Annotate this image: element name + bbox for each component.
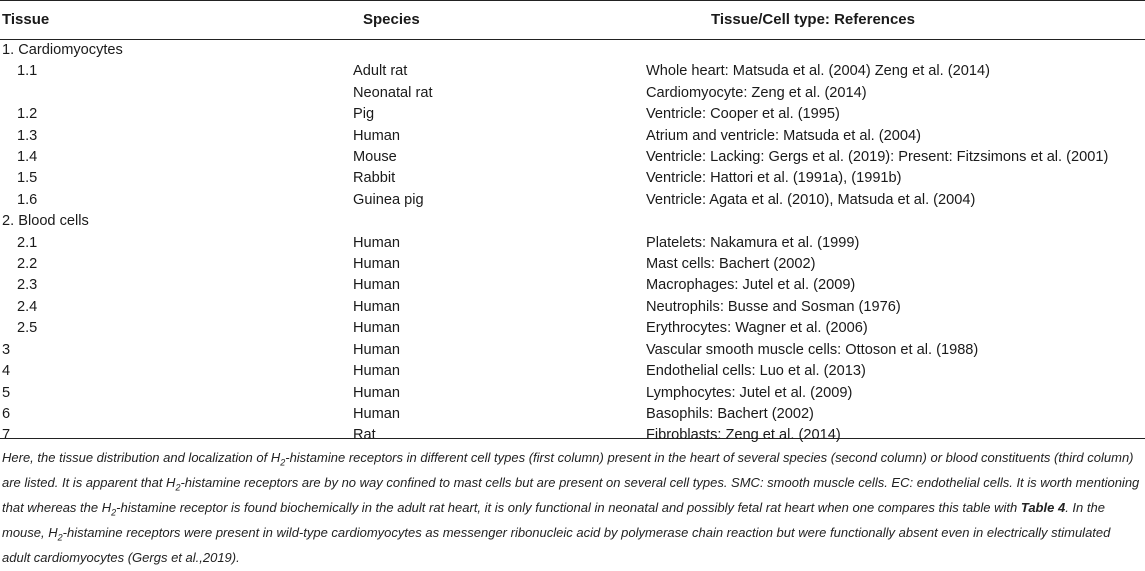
cell-species: Human [353,363,401,380]
cell-reference: Ventricle: Cooper et al. (1995) [646,106,840,123]
cell-reference: Atrium and ventricle: Matsuda et al. (2004) [646,127,921,144]
cell-tissue: 1.4 [17,149,38,166]
cell-species: Human [353,320,401,337]
cell-reference: Cardiomyocyte: Zeng et al. (2014) [646,84,867,101]
table-footnote [2,448,1142,569]
header-species: Species [363,11,420,28]
cell-species: Guinea pig [353,191,424,208]
table-row [0,83,1145,104]
table-row [0,104,1145,125]
cell-reference: Basophils: Bachert (2002) [646,405,814,422]
table-row [0,40,1145,61]
header-tissue: Tissue [2,11,50,28]
table-row [0,297,1145,318]
cell-species: Adult rat [353,63,408,80]
footnote-text: H [270,450,281,465]
cell-tissue: 1.2 [17,106,38,123]
cell-reference: Ventricle: Lacking: Gergs et al. (2019): Present: Fitzsimons et al. (2001) [646,149,1109,166]
cell-tissue: 2.2 [17,256,38,273]
cell-tissue: 1.6 [17,191,38,208]
cell-reference: Neutrophils: Busse and Sosman (1976) [646,298,901,315]
table-row [0,383,1145,404]
table-header [0,0,1145,40]
cell-reference: Ventricle: Agata et al. (2010), Matsuda et al. (2004) [646,191,976,208]
cell-species: Human [353,341,401,358]
cell-reference: Whole heart: Matsuda et al. (2004) Zeng et al. (2014) [646,63,990,80]
footnote-text: -histamine receptor is found biochemically in the adult rat heart, it is only functional in neonatal and possibly fetal rat heart when one compares this table with [116,500,1021,516]
cell-species: Rat [353,427,376,444]
cell-tissue: 2.1 [17,234,38,251]
cell-tissue: 3 [2,341,11,358]
table-row [0,404,1145,425]
cell-species: Human [353,277,401,294]
footnote-text: -histamine receptors were present in wild-type cardiomyocytes as messenger ribonucleic acid by polymerase chain reaction but were functionally absent even in electrically stimulated adult cardiomyocytes (Gergs et al.,2019). [2,525,1111,566]
cell-tissue: 1.3 [17,127,38,144]
footnote-text: -histamine receptors in different cell types (first column) present in the heart of several species (second column) or blood constituents (third column) are listed. It is apparent that [2,450,1134,491]
footnote-text: H [48,525,58,541]
table-row [0,168,1145,189]
cell-tissue: 2.4 [17,298,38,315]
cell-tissue: 2.5 [17,320,38,337]
cell-reference: Lymphocytes: Jutel et al. (2009) [646,384,853,401]
table-row [0,361,1145,382]
table-row [0,254,1145,275]
cell-species: Pig [353,106,375,123]
cell-species: Human [353,256,401,273]
cell-tissue: 2.3 [17,277,38,294]
table-row [0,61,1145,82]
footnote-text: H [166,475,176,491]
footnote-text: H [101,500,112,516]
cell-species: Human [353,298,401,315]
cell-tissue: 2. Blood cells [2,213,89,230]
table-row [0,425,1145,446]
cell-species: Human [353,234,401,251]
cell-reference: Vascular smooth muscle cells: Ottoson et al. (1988) [646,341,979,358]
cell-reference: Erythrocytes: Wagner et al. (2006) [646,320,868,337]
cell-tissue: 5 [2,384,11,401]
cell-tissue: 1. Cardiomyocytes [2,42,123,58]
table-bottom-rule [0,438,1145,439]
cell-reference: Endothelial cells: Luo et al. (2013) [646,363,866,380]
cell-tissue: 6 [2,405,11,422]
cell-tissue: 7 [2,427,11,444]
table-body [0,40,1145,444]
cell-species: Rabbit [353,170,396,187]
cell-reference: Macrophages: Jutel et al. (2009) [646,277,856,294]
table-row [0,318,1145,339]
cell-reference: Mast cells: Bachert (2002) [646,256,816,273]
cell-reference: Ventricle: Hattori et al. (1991a), (1991b) [646,170,902,187]
cell-reference: Fibroblasts: Zeng et al. (2014) [646,427,841,444]
table-row [0,340,1145,361]
footnote-subscript: 2 [280,457,286,468]
footnote-text: -histamine receptors are by no way confined to mast cells but are present on several cell types. SMC: smooth muscle cells. EC: endothelial cells. It is worth mentioning that whereas the [2,475,1140,516]
cell-tissue: 1.1 [17,63,38,80]
footnote-subscript: 2 [57,532,63,543]
table-4-link[interactable]: Table 4 [1020,500,1066,516]
footnote-subscript: 2 [111,507,117,518]
cell-species: Mouse [353,149,397,166]
cell-species: Human [353,405,401,422]
table-row [0,233,1145,254]
footnote-text: Here, the tissue distribution and localization of [2,450,271,465]
table-row [0,275,1145,296]
cell-species: Human [353,127,401,144]
cell-reference: Platelets: Nakamura et al. (1999) [646,234,860,251]
cell-tissue: 4 [2,363,11,380]
header-references: Tissue/Cell type: References [711,11,915,28]
table-row [0,126,1145,147]
footnote-text: . In the mouse, [2,500,1105,541]
cell-tissue: 1.5 [17,170,38,187]
cell-species: Neonatal rat [353,84,433,101]
footnote-subscript: 2 [175,482,181,493]
table-row [0,147,1145,168]
table-row [0,190,1145,211]
cell-species: Human [353,384,401,401]
table-row [0,211,1145,232]
